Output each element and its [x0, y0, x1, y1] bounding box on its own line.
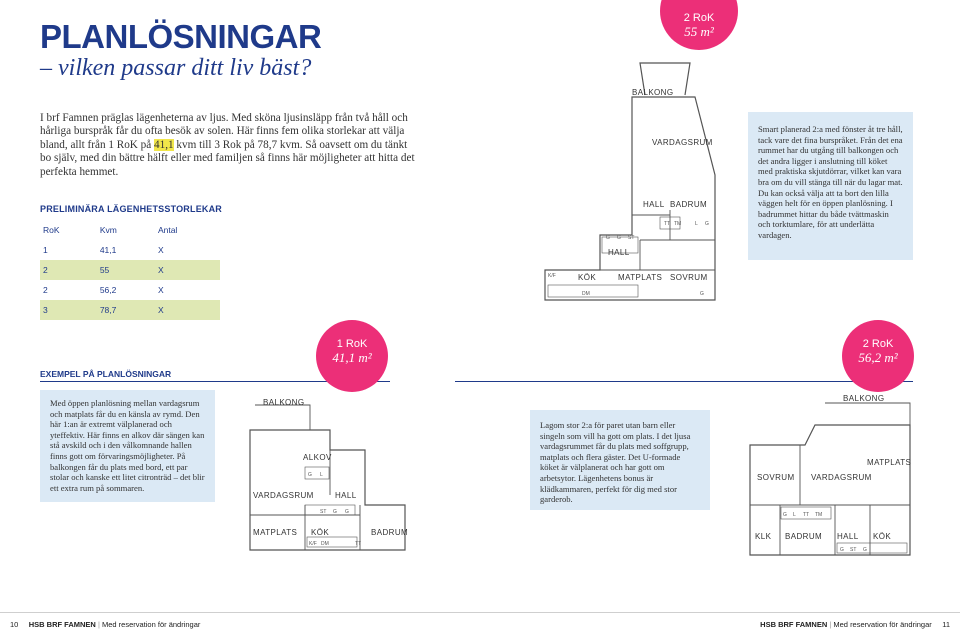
footer-note: Med reservation för ändringar — [833, 620, 932, 629]
col-header-antal: Antal — [157, 225, 178, 235]
fixture-label: TT — [664, 221, 671, 227]
kitchen-counter — [837, 543, 907, 553]
table-cell: 55 — [99, 265, 110, 275]
plan-wall — [825, 403, 910, 425]
plan-label: BADRUM — [785, 532, 823, 541]
table-cell: 56,2 — [99, 285, 117, 295]
fixture-label: G — [345, 509, 349, 515]
fixture-label: L — [320, 472, 323, 478]
fixture-label: G — [308, 472, 312, 478]
preliminary-heading: PRELIMINÄRA LÄGENHETSSTORLEKAR — [40, 204, 223, 214]
plan-label: ALKOV — [303, 453, 332, 462]
plan-label: MATPLATS — [618, 273, 663, 282]
fixture-label: G — [606, 235, 610, 241]
plan-wall — [255, 405, 310, 430]
col-header-rok: RoK — [43, 225, 60, 235]
fixture-label: G — [783, 512, 787, 518]
table-cell: X — [157, 285, 164, 295]
fixture-label: ST — [850, 547, 857, 553]
plan-label: SOVRUM — [670, 273, 708, 282]
plan-label: HALL — [608, 248, 630, 257]
plan-label: KÖK — [873, 532, 892, 541]
page-number: 10 — [10, 620, 19, 629]
plan-label: BADRUM — [670, 200, 708, 209]
col-header-kvm: Kvm — [99, 225, 117, 235]
apartment-size-table — [40, 220, 220, 320]
plan-label: KÖK — [578, 273, 597, 282]
fixture-label: G — [705, 221, 709, 227]
table-cell: 41,1 — [99, 245, 117, 255]
fixture-label: K/F — [548, 273, 556, 279]
floor-plan-2rok-56 — [745, 385, 915, 560]
fixture-label: K/F — [309, 541, 317, 547]
plan-label: VARDAGSRUM — [811, 473, 872, 482]
description-panel-2rok-55: Smart planerad 2:a med fönster åt tre håll, tack vare det fina burspråket. Från det ena rummet har du utgång till balkongen och det andra ligger i anslutning till köket med praktiska skjutdörrar, vilket kan vara bra om du vill stänga till när du lagar mat. Du kan också välja att ta bort den lilla väggen helt för en öppen planlösning. I badrummet hittar du både tvättmaskin och torktumlare, för att underlätta vardagen. — [748, 112, 913, 260]
table-row — [40, 280, 220, 300]
fixture-label: G — [333, 509, 337, 515]
table-cell: 2 — [43, 265, 48, 275]
table-row — [40, 300, 220, 320]
fixture-label: TT — [803, 512, 810, 518]
badge-type: 1 RoK — [336, 338, 368, 350]
plan-label: MATPLATS — [867, 458, 912, 467]
plan-wall — [545, 97, 715, 300]
table-cell: X — [157, 265, 164, 275]
fixture-label: TM — [674, 221, 682, 227]
plan-label: HALL — [643, 200, 665, 209]
plan-label: VARDAGSRUM — [652, 138, 713, 147]
table-cell: X — [157, 245, 164, 255]
footer-left: 10 HSB BRF FAMNEN | Med reservation för ändringar — [10, 620, 201, 629]
plan-label: BADRUM — [371, 528, 409, 537]
badge-size: 41,1 m² — [332, 350, 372, 365]
floor-plan-2rok-55 — [540, 55, 740, 310]
fixture-label: ST — [628, 235, 635, 241]
intro-paragraph — [40, 112, 415, 179]
intro-text-2: kvm till 3 Rok på 78,7 kvm. Så oavsett om du tänkt bo själv, med din bättre hälft eller med familjen så finns här möjligheter att hitta det perfekta hemmet. — [40, 138, 415, 178]
fixture-label: L — [793, 512, 796, 518]
footer-brand: HSB BRF FAMNEN — [28, 620, 96, 629]
badge-size: 55 m² — [684, 24, 714, 39]
table-cell: 3 — [43, 305, 48, 315]
plan-label: HALL — [837, 532, 859, 541]
badge-size: 56,2 m² — [858, 350, 898, 365]
example-heading: EXEMPEL PÅ PLANLÖSNINGAR — [40, 369, 172, 379]
description-panel-1rok: Med öppen planlösning mellan vardagsrum och matplats får du en känsla av rymd. Den här 1:an är extremt välplanerad och yteffektiv. Här finns en alkov där sängen kan stå avskild och i den vålkomnande hallen finns gott om förvaringsmöjligheter. På balkongen får du plats med bord, ett par stolar och kanske ett litet citronträd – det blir ett extra rum på sommaren. — [40, 390, 215, 502]
description-panel-2rok-56: Lagom stor 2:a för paret utan barn eller singeln som vill ha gott om plats. I det ljusa vardagsrummet får du plats med soffgrupp, matplats och flera gäster. Det U-formade köket är välplanerat och har gott om arbetsytor. Lägenhetens bonus är klädkammaren, perfekt för dig med stor garderob. — [530, 410, 710, 510]
badge-2rok-56 — [842, 320, 914, 392]
footer-brand: HSB BRF FAMNEN — [760, 620, 828, 629]
fixture-label: ST — [320, 509, 327, 515]
table-row — [40, 260, 220, 280]
plan-label: BALKONG — [632, 88, 674, 97]
page-subtitle: – vilken passar ditt liv bäst? — [40, 55, 312, 81]
floor-plan-1rok — [245, 385, 410, 555]
page-title: PLANLÖSNINGAR — [40, 18, 322, 55]
footer-note: Med reservation för ändringar — [102, 620, 201, 629]
fixture-label: G — [617, 235, 621, 241]
table-cell: 2 — [43, 285, 48, 295]
plan-label: BALKONG — [843, 394, 885, 403]
table-cell: 1 — [43, 245, 48, 255]
plan-label: KLK — [755, 532, 772, 541]
page-number: 11 — [942, 620, 950, 629]
plan-label: SOVRUM — [757, 473, 795, 482]
intro-highlight: 41,1 — [154, 138, 174, 151]
fixture-label: G — [840, 547, 844, 553]
fixture-label: L — [695, 221, 698, 227]
fixture-label: G — [700, 291, 704, 297]
plan-label: BALKONG — [263, 398, 305, 407]
badge-type: 2 RoK — [862, 338, 894, 350]
badge-type: 2 RoK — [683, 12, 715, 24]
divider — [455, 381, 913, 382]
plan-label: VARDAGSRUM — [253, 491, 314, 500]
fixture-label: G — [863, 547, 867, 553]
plan-label: HALL — [335, 491, 357, 500]
table-cell: X — [157, 305, 164, 315]
badge-2rok-55 — [660, 0, 738, 50]
fixture-label: DM — [321, 541, 329, 547]
fixture-label: TM — [815, 512, 823, 518]
footer-right: HSB BRF FAMNEN | Med reservation för ändringar 11 — [760, 620, 950, 629]
plan-label: KÖK — [311, 528, 330, 537]
table-row — [40, 240, 220, 260]
table-cell: 78,7 — [99, 305, 117, 315]
table-header-row — [40, 220, 220, 240]
plan-label: MATPLATS — [253, 528, 298, 537]
kitchen-counter — [548, 285, 638, 297]
fixture-label: DM — [582, 291, 590, 297]
fixture-label: TT — [355, 541, 362, 547]
footer-divider — [0, 612, 960, 613]
badge-1rok-41 — [316, 320, 388, 392]
intro-text-1: I brf Famnen präglas lägenheterna av ljus. Med sköna ljusinsläpp från två håll och hårliga burspråk får du ofta besök av solen. Här finns fem olika storlekar att välja bland, allt från 1 RoK på — [40, 112, 408, 151]
